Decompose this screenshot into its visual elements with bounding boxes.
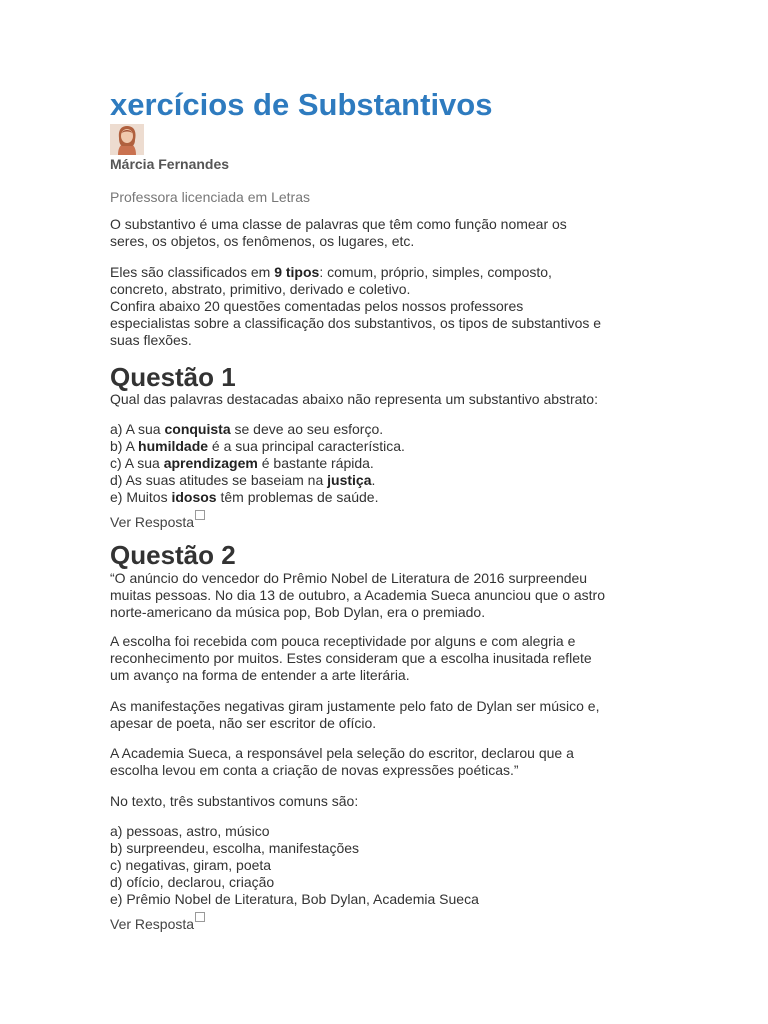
- answer-checkbox-icon[interactable]: [195, 912, 205, 922]
- question-1-show-answer[interactable]: [110, 514, 205, 531]
- option-c: [110, 455, 670, 472]
- question-2-quote-p2: [110, 633, 670, 684]
- option-d: [110, 472, 670, 489]
- question-1-heading: Questão 1: [110, 362, 236, 392]
- text-segment: se deve ao seu esforço.: [230, 421, 384, 437]
- question-2-options: [110, 823, 670, 908]
- text-line: “O anúncio do vencedor do Prêmio Nobel de Literatura de 2016 surpreendeu: [110, 570, 588, 586]
- bold-term: justiça: [327, 472, 372, 488]
- text-segment: b) A: [110, 438, 139, 454]
- answer-checkbox-icon[interactable]: [195, 510, 205, 520]
- text-line: A escolha foi recebida com pouca receptividade por alguns e com alegria e: [110, 633, 576, 649]
- question-1-options: [110, 421, 670, 506]
- text-line: seres, os objetos, os fenômenos, os lugares, etc.: [110, 233, 415, 249]
- text-line: Confira abaixo 20 questões comentadas pelos nossos professores: [110, 298, 524, 314]
- bold-term: aprendizagem: [163, 455, 258, 471]
- show-answer-label[interactable]: Ver Resposta: [110, 916, 195, 932]
- question-2-show-answer[interactable]: [110, 916, 205, 933]
- text-line: concreto, abstrato, primitivo, derivado e coletivo.: [110, 281, 411, 297]
- text-line: especialistas sobre a classificação dos substantivos, os tipos de substantivos e: [110, 315, 602, 331]
- option-d: d) ofício, declarou, criação: [110, 874, 275, 890]
- text-segment: c) A sua: [110, 455, 164, 471]
- option-a: a) pessoas, astro, músico: [110, 823, 270, 839]
- text-line: A Academia Sueca, a responsável pela seleção do escritor, declarou que a: [110, 745, 574, 761]
- question-1-prompt: [110, 391, 670, 408]
- option-b: [110, 438, 670, 455]
- text-line: escolha levou em conta a criação de novas expressões poéticas.”: [110, 762, 519, 778]
- question-2-heading: Questão 2: [110, 540, 236, 570]
- option-b: b) surpreendeu, escolha, manifestações: [110, 840, 360, 856]
- text-segment: Eles são classificados em: [110, 264, 275, 280]
- text-segment: d) As suas atitudes se baseiam na: [110, 472, 328, 488]
- text-line: reconhecimento por muitos. Estes consideram que a escolha inusitada reflete: [110, 650, 592, 666]
- option-e: [110, 489, 670, 506]
- bold-term: idosos: [171, 489, 217, 505]
- option-c: c) negativas, giram, poeta: [110, 857, 272, 873]
- text-line: Qual das palavras destacadas abaixo não representa um substantivo abstrato:: [110, 391, 598, 407]
- author-photo-icon: [110, 124, 144, 155]
- text-line: suas flexões.: [110, 332, 192, 348]
- intro-paragraph-1: [110, 216, 670, 250]
- author-avatar: [110, 124, 144, 155]
- bold-term: conquista: [164, 421, 231, 437]
- bold-term: 9 tipos: [274, 264, 320, 280]
- text-line: [110, 264, 670, 281]
- intro-paragraph-2: [110, 264, 670, 349]
- text-line: As manifestações negativas giram justamente pelo fato de Dylan ser músico e,: [110, 698, 600, 714]
- option-e: e) Prêmio Nobel de Literatura, Bob Dylan, Academia Sueca: [110, 891, 479, 907]
- text-segment: é a sua principal característica.: [208, 438, 405, 454]
- question-2-prompt: [110, 793, 670, 810]
- text-line: um avanço na forma de entender a arte literária.: [110, 667, 410, 683]
- text-line: muitas pessoas. No dia 13 de outubro, a Academia Sueca anunciou que o astro: [110, 587, 605, 603]
- page-title: xercícios de Substantivos: [110, 87, 493, 122]
- question-2-quote-p1: [110, 570, 670, 621]
- text-line: No texto, três substantivos comuns são:: [110, 793, 359, 809]
- text-segment: a) A sua: [110, 421, 165, 437]
- bold-term: humildade: [138, 438, 209, 454]
- text-segment: têm problemas de saúde.: [216, 489, 379, 505]
- text-line: norte-americano da música pop, Bob Dylan, era o premiado.: [110, 604, 486, 620]
- text-segment: é bastante rápida.: [257, 455, 374, 471]
- text-line: O substantivo é uma classe de palavras que têm como função nomear os: [110, 216, 567, 232]
- text-segment: : comum, próprio, simples, composto,: [319, 264, 552, 280]
- question-2-quote-p3: [110, 698, 670, 732]
- text-line: apesar de poeta, não ser escritor de ofício.: [110, 715, 377, 731]
- text-segment: e) Muitos: [110, 489, 172, 505]
- author-name: Márcia Fernandes: [110, 156, 230, 172]
- text-segment: .: [371, 472, 376, 488]
- question-2-quote-p4: [110, 745, 670, 779]
- option-a: [110, 421, 670, 438]
- author-role: Professora licenciada em Letras: [110, 189, 310, 205]
- show-answer-label[interactable]: Ver Resposta: [110, 514, 195, 530]
